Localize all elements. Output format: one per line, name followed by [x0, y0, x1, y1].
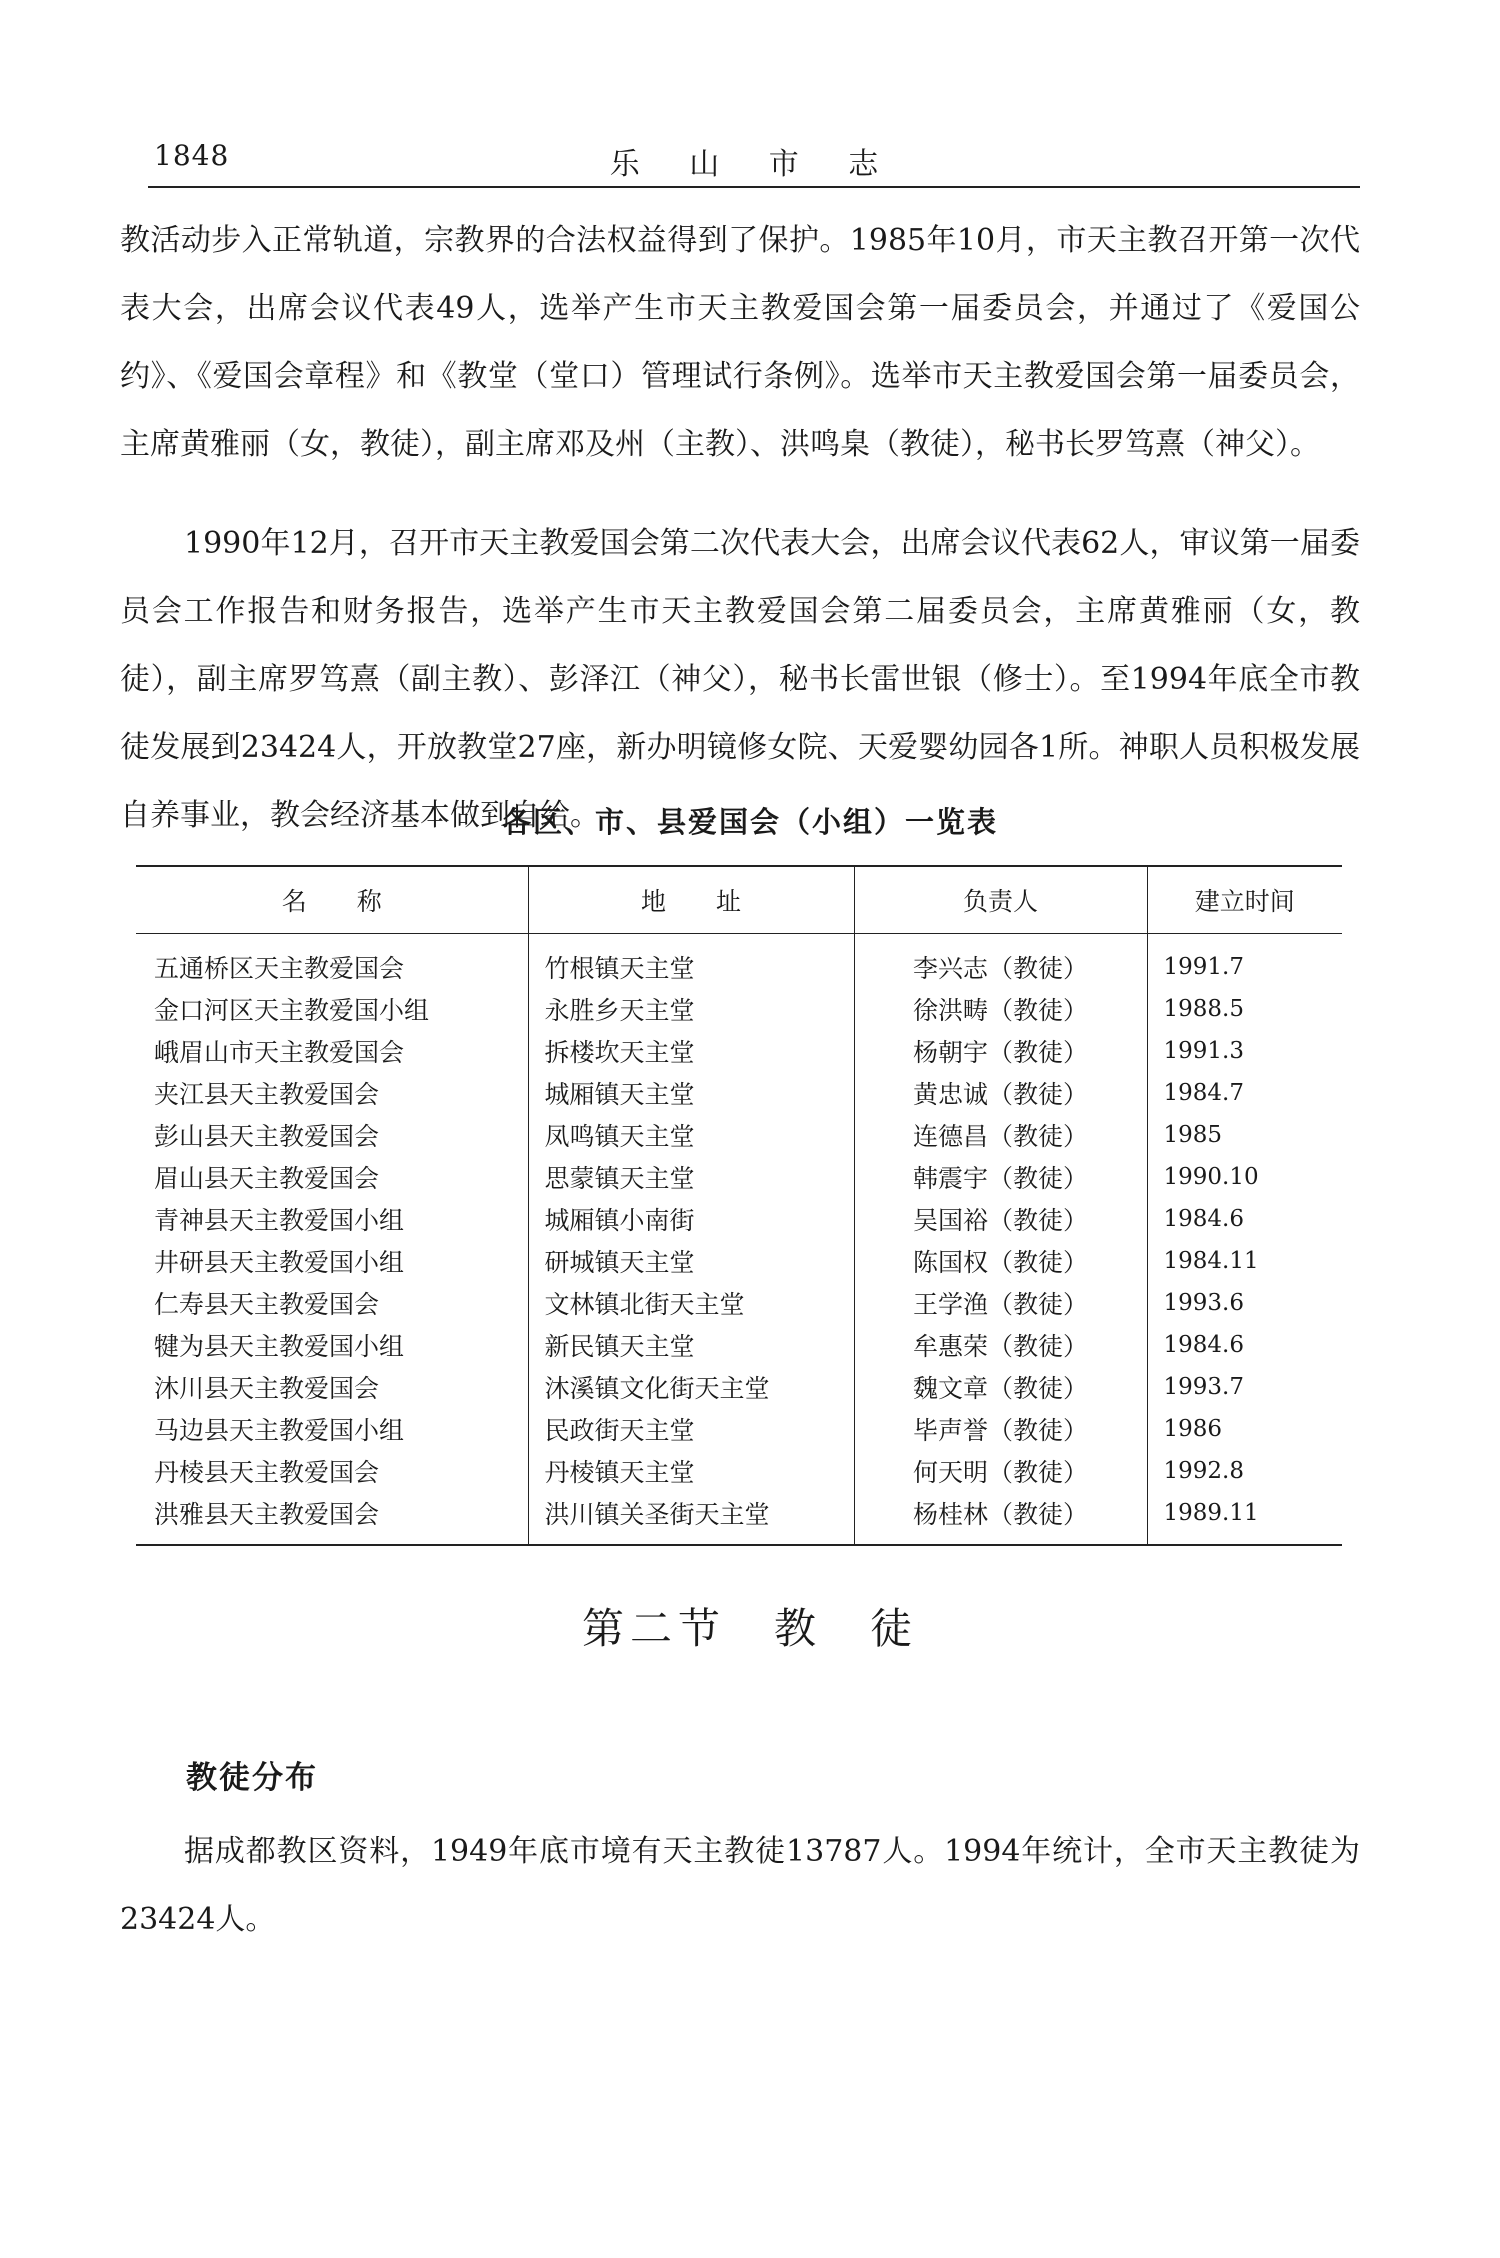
cell-address: 城厢镇天主堂	[528, 1072, 854, 1114]
table-row	[136, 1114, 1342, 1156]
cell-name: 五通桥区天主教爱国会	[154, 954, 405, 983]
cell-name: 马边县天主教爱国小组	[154, 1416, 405, 1445]
cell-date: 1993.7	[1147, 1366, 1342, 1408]
cell-name: 金口河区天主教爱国小组	[154, 996, 430, 1025]
cell-person: 杨朝宇（教徒）	[854, 1030, 1147, 1072]
page-number: 1848	[154, 139, 230, 172]
table-row	[136, 1324, 1342, 1366]
cell-name: 洪雅县天主教爱国会	[154, 1500, 380, 1529]
cell-address: 民政街天主堂	[528, 1408, 854, 1450]
cell-date: 1984.6	[1147, 1324, 1342, 1366]
cell-address: 洪川镇关圣街天主堂	[528, 1492, 854, 1545]
cell-date: 1985	[1147, 1114, 1342, 1156]
cell-date: 1992.8	[1147, 1450, 1342, 1492]
cell-person: 吴国裕（教徒）	[854, 1198, 1147, 1240]
cell-date: 1984.11	[1147, 1240, 1342, 1282]
column-header-address: 地 址	[528, 866, 854, 934]
cell-name: 沐川县天主教爱国会	[154, 1374, 380, 1403]
cell-address: 丹棱镇天主堂	[528, 1450, 854, 1492]
cell-person: 黄忠诚（教徒）	[854, 1072, 1147, 1114]
cell-person: 连德昌（教徒）	[854, 1114, 1147, 1156]
table-row	[136, 1450, 1342, 1492]
cell-address: 城厢镇小南街	[528, 1198, 854, 1240]
paragraph-congress-1985: 教活动步入正常轨道，宗教界的合法权益得到了保护。1985年10月，市天主教召开第一次代表大会，出席会议代表49人，选举产生市天主教爱国会第一届委员会，并通过了《爱国公约》、《爱国会章程》和《教堂（堂口）管理试行条例》。选举市天主教爱国会第一届委员会，主席黄雅丽（女，教徒），副主席邓及州（主教）、洪鸣臬（教徒），秘书长罗笃熹（神父）。	[120, 223, 1360, 462]
cell-address: 思蒙镇天主堂	[528, 1156, 854, 1198]
cell-person: 何天明（教徒）	[854, 1450, 1147, 1492]
cell-person: 徐洪畴（教徒）	[854, 988, 1147, 1030]
association-table	[136, 865, 1342, 1546]
cell-date: 1988.5	[1147, 988, 1342, 1030]
table-row	[136, 988, 1342, 1030]
column-header-date: 建立时间	[1147, 866, 1342, 934]
cell-address: 研城镇天主堂	[528, 1240, 854, 1282]
table-row	[136, 1240, 1342, 1282]
cell-name: 眉山县天主教爱国会	[154, 1164, 380, 1193]
cell-address: 永胜乡天主堂	[528, 988, 854, 1030]
table-row	[136, 1408, 1342, 1450]
cell-address: 拆楼坎天主堂	[528, 1030, 854, 1072]
cell-name: 青神县天主教爱国小组	[154, 1206, 405, 1235]
cell-name: 井研县天主教爱国小组	[154, 1248, 405, 1277]
table-row	[136, 1156, 1342, 1198]
cell-name: 彭山县天主教爱国会	[154, 1122, 380, 1151]
cell-date: 1990.10	[1147, 1156, 1342, 1198]
header-rule	[148, 186, 1360, 188]
table-title: 各区、市、县爱国会（小组）一览表	[501, 805, 998, 839]
paragraph-congress-1990: 1990年12月，召开市天主教爱国会第二次代表大会，出席会议代表62人，审议第一届委员会工作报告和财务报告，选举产生市天主教爱国会第二届委员会，主席黄雅丽（女，教徒），副主席罗笃熹（副主教）、彭泽江（神父），秘书长雷世银（修士）。至1994年底全市教徒发展到23424人，开放教堂27座，新办明镜修女院、天爱婴幼园各1所。神职人员积极发展自养事业，教会经济基本做到自给。	[120, 526, 1360, 833]
page-header	[148, 133, 1360, 183]
cell-name: 仁寿县天主教爱国会	[154, 1290, 380, 1319]
table-row	[136, 934, 1342, 989]
cell-person: 王学渔（教徒）	[854, 1282, 1147, 1324]
table-header-row	[136, 866, 1342, 934]
cell-person: 魏文章（教徒）	[854, 1366, 1147, 1408]
cell-person: 陈国权（教徒）	[854, 1240, 1147, 1282]
table-row	[136, 1282, 1342, 1324]
cell-name: 犍为县天主教爱国小组	[154, 1332, 405, 1361]
cell-address: 竹根镇天主堂	[528, 934, 854, 989]
cell-name: 峨眉山市天主教爱国会	[154, 1038, 405, 1067]
paragraph-followers: 据成都教区资料，1949年底市境有天主教徒13787人。1994年统计，全市天主教徒为23424人。	[120, 1834, 1360, 1937]
running-title: 乐 山 市 志	[609, 147, 899, 182]
cell-date: 1989.11	[1147, 1492, 1342, 1545]
table-row	[136, 1198, 1342, 1240]
cell-date: 1993.6	[1147, 1282, 1342, 1324]
section-heading: 第二节 教 徒	[581, 1604, 918, 1653]
cell-name: 丹棱县天主教爱国会	[154, 1458, 380, 1487]
cell-person: 李兴志（教徒）	[854, 934, 1147, 989]
cell-person: 牟惠荣（教徒）	[854, 1324, 1147, 1366]
cell-date: 1991.3	[1147, 1030, 1342, 1072]
table-row	[136, 1366, 1342, 1408]
cell-address: 文林镇北街天主堂	[528, 1282, 854, 1324]
cell-address: 新民镇天主堂	[528, 1324, 854, 1366]
cell-date: 1986	[1147, 1408, 1342, 1450]
subsection-heading: 教徒分布	[186, 1760, 318, 1796]
column-header-person: 负责人	[854, 866, 1147, 934]
cell-address: 凤鸣镇天主堂	[528, 1114, 854, 1156]
cell-date: 1984.6	[1147, 1198, 1342, 1240]
cell-person: 杨桂林（教徒）	[854, 1492, 1147, 1545]
cell-person: 毕声誉（教徒）	[854, 1408, 1147, 1450]
cell-person: 韩震宇（教徒）	[854, 1156, 1147, 1198]
column-header-name: 名 称	[136, 866, 528, 934]
cell-date: 1984.7	[1147, 1072, 1342, 1114]
cell-name: 夹江县天主教爱国会	[154, 1080, 380, 1109]
table-row	[136, 1492, 1342, 1545]
cell-address: 沐溪镇文化街天主堂	[528, 1366, 854, 1408]
table-row	[136, 1072, 1342, 1114]
table-row	[136, 1030, 1342, 1072]
cell-date: 1991.7	[1147, 934, 1342, 989]
